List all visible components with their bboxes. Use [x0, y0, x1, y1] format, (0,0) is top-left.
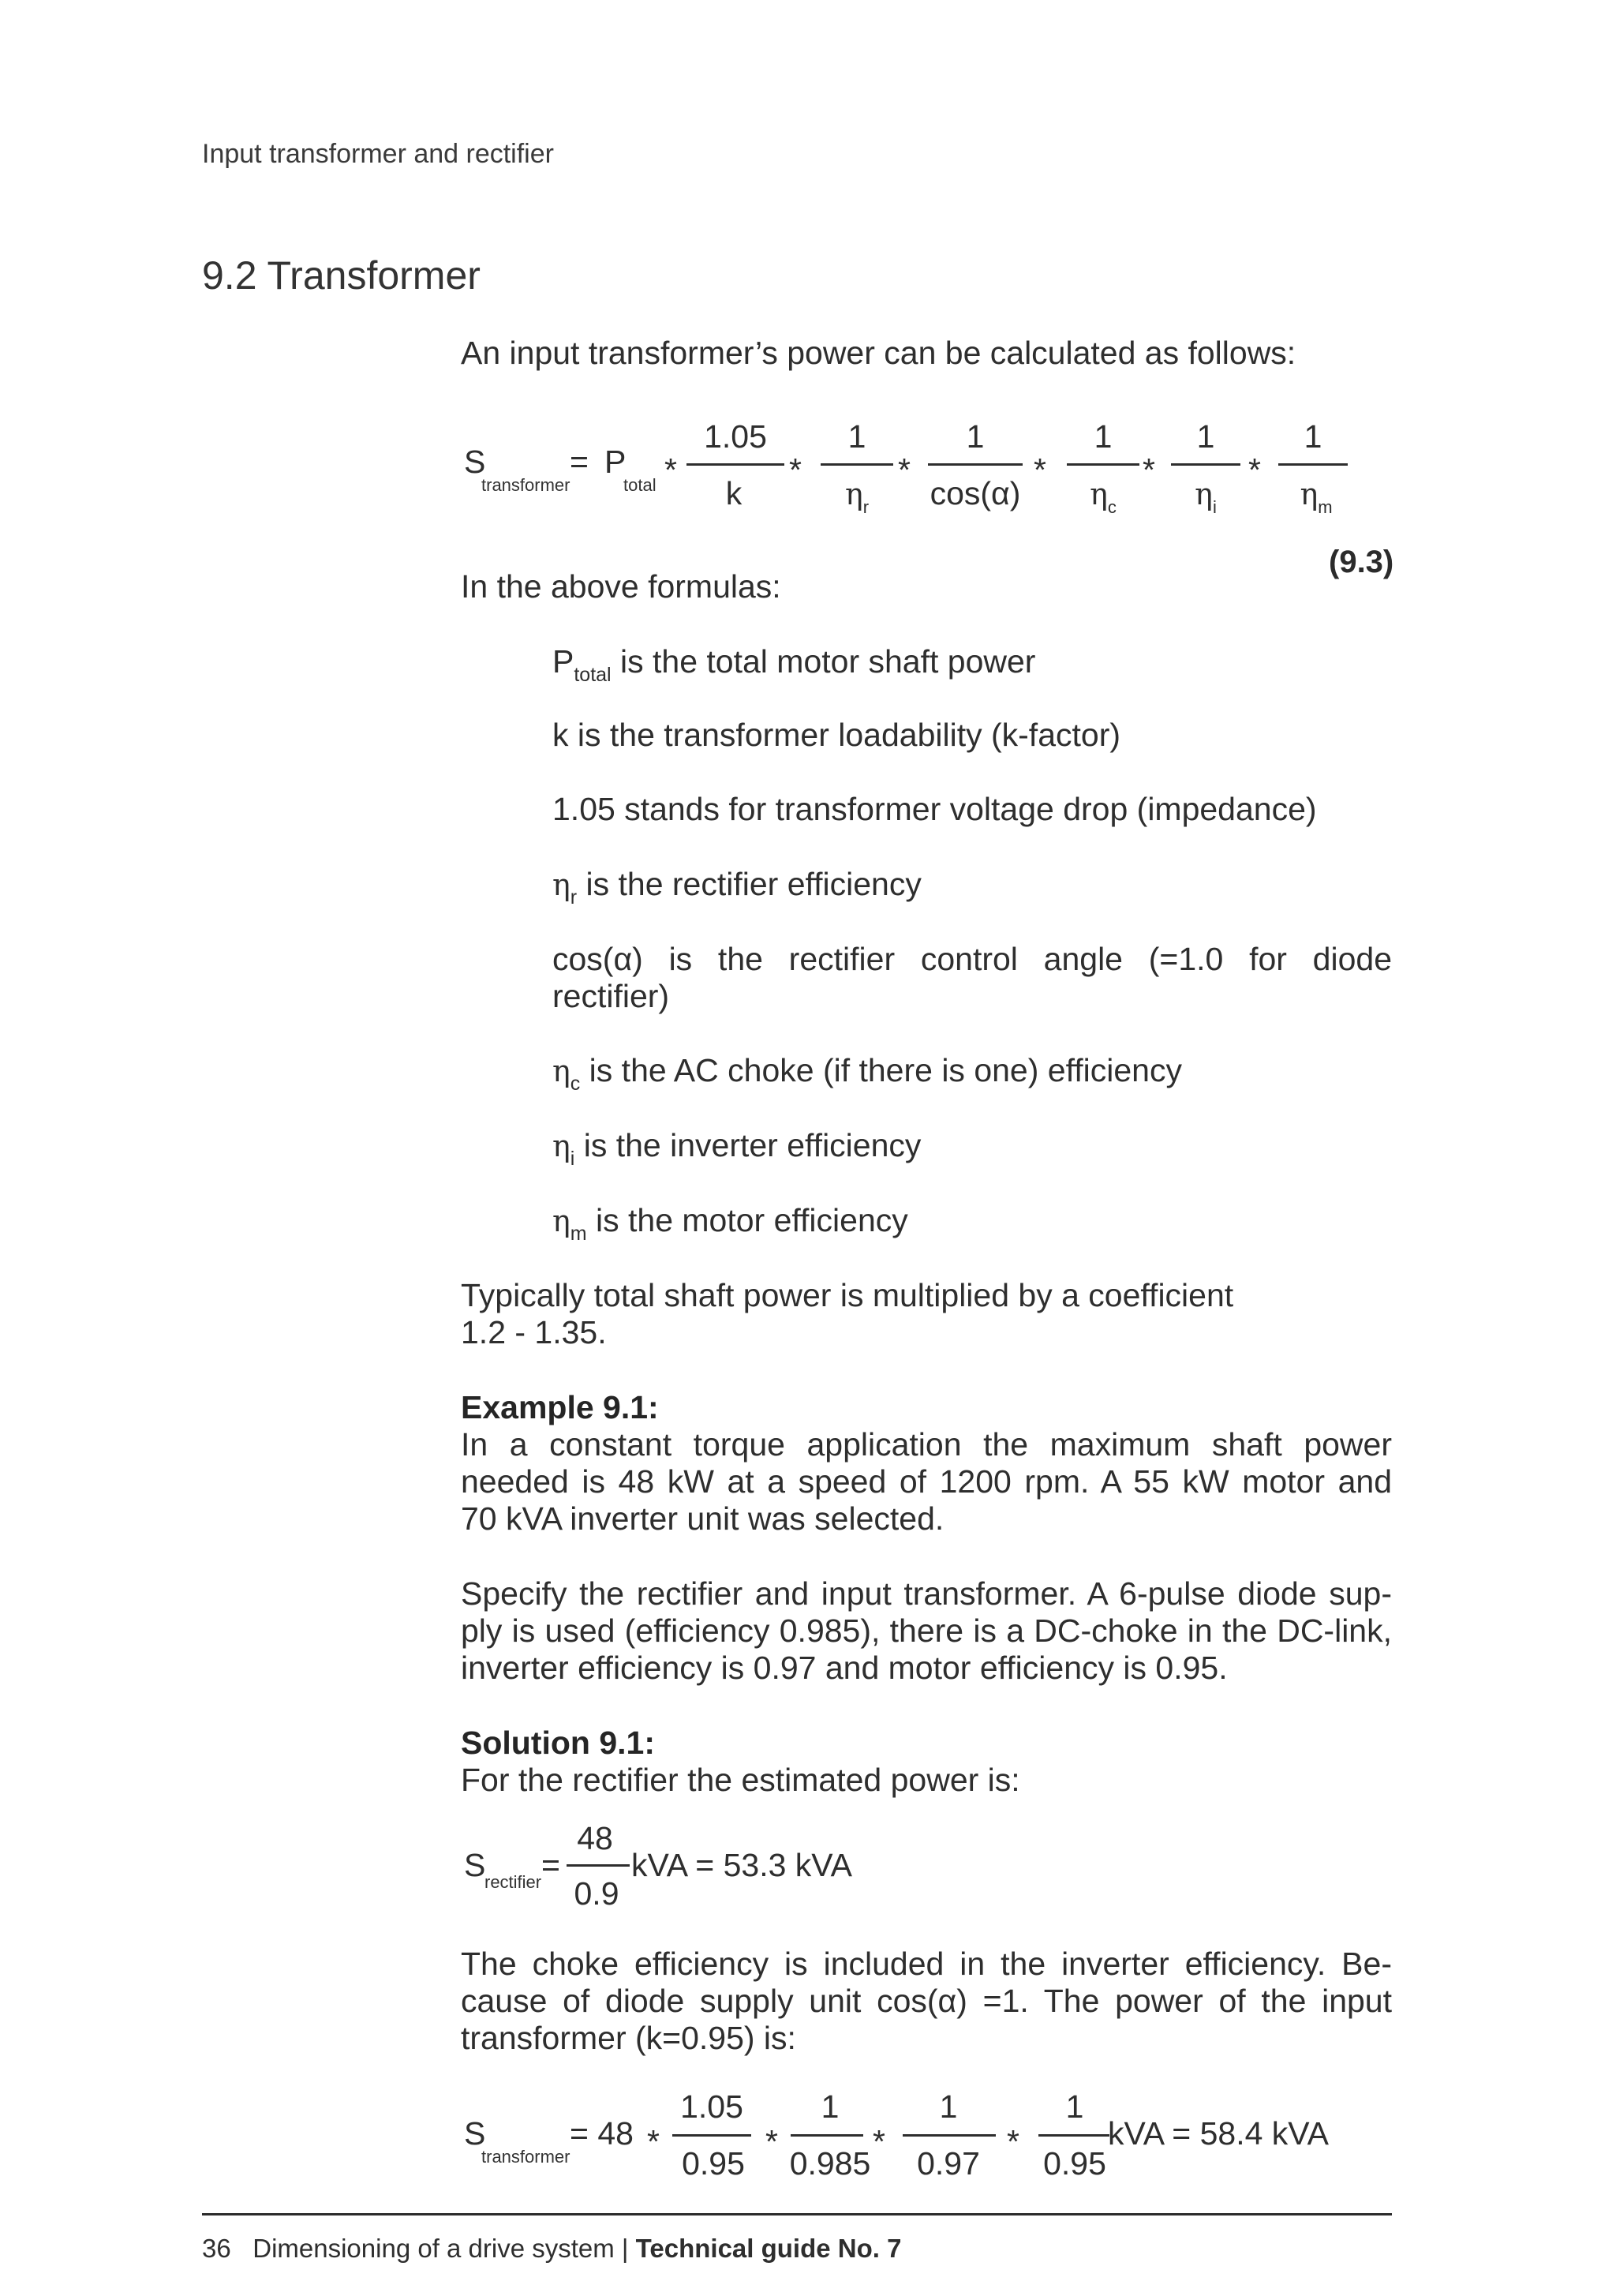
frac3-bar [928, 463, 1023, 466]
op-star: * [647, 2123, 660, 2159]
trans-lhs-sub: transformer [481, 2147, 570, 2167]
footer-rule [202, 2213, 1392, 2215]
frac1-num: 1.05 [704, 418, 767, 455]
frac4-bar [1067, 463, 1139, 466]
tfrac1-den: 0.95 [682, 2145, 745, 2182]
running-header: Input transformer and rectifier [202, 139, 554, 169]
op-star: * [873, 2123, 885, 2159]
formula-lhs-sub: transformer [481, 475, 570, 495]
frac6-bar [1278, 463, 1348, 466]
example-p1-line2: needed is 48 kW at a speed of 1200 rpm. A 55 kW motor and [461, 1463, 1392, 1500]
trans-lhs: S [464, 2115, 486, 2152]
op-star: * [765, 2123, 778, 2159]
footer-guide: Technical guide No. 7 [635, 2234, 902, 2263]
frac2-num: 1 [847, 418, 866, 455]
rect-den: 0.9 [574, 1875, 619, 1912]
op-star: * [664, 451, 677, 488]
frac2-bar [821, 463, 893, 466]
typical-line1: Typically total shaft power is multiplied by a coefficient [461, 1277, 1234, 1313]
page-number: 36 [202, 2234, 231, 2263]
frac1-den: k [725, 475, 743, 511]
rect-lhs-sub: rectifier [484, 1872, 542, 1892]
footer-section: Dimensioning of a drive system | [252, 2234, 636, 2263]
frac4-den: $\eta_c$ [1090, 477, 1117, 517]
op-star: * [789, 451, 802, 488]
solution-p3-line2: cause of diode supply unit cos(α) =1. The power of the input [461, 1983, 1392, 2019]
frac3-den: cos(α) [930, 475, 1021, 511]
equation-number: (9.3) [1329, 545, 1394, 579]
frac4-num: 1 [1094, 418, 1113, 455]
frac3-num: 1 [966, 418, 985, 455]
frac5-num: 1 [1196, 418, 1215, 455]
trans-result: kVA = 58.4 kVA [1108, 2115, 1329, 2152]
solution-title: Solution 9.1: [461, 1725, 655, 1761]
tfrac3-den: 0.97 [917, 2145, 980, 2182]
example-p2-line1: Specify the rectifier and input transformer. A 6-pulse diode sup- [461, 1575, 1392, 1612]
rect-bar [567, 1864, 630, 1867]
formula-p: P [604, 444, 627, 480]
tfrac3-bar [903, 2134, 996, 2137]
example-p2-line2: ply is used (efficiency 0.985), there is a DC-choke in the DC-link, [461, 1612, 1392, 1649]
formula-p-sub: total [623, 475, 656, 495]
def-eta-i: $\eta_i$ is the inverter efficiency [552, 1127, 922, 1170]
tfrac1-bar [672, 2134, 751, 2137]
tfrac2-num: 1 [821, 2088, 840, 2125]
formula-lhs: S [464, 444, 486, 480]
trans-eq-val: = 48 [570, 2115, 634, 2152]
rect-num: 48 [577, 1820, 613, 1856]
frac5-den: $\eta_i$ [1195, 477, 1217, 517]
op-star: * [1143, 451, 1155, 488]
example-p1-line1: In a constant torque application the maximum shaft power [461, 1426, 1392, 1463]
rect-lhs: S [464, 1847, 486, 1883]
tfrac1-num: 1.05 [680, 2088, 743, 2125]
typical-line2: 1.2 - 1.35. [461, 1314, 607, 1350]
def-eta-c: $\eta_c$ is the AC choke (if there is one) efficiency [552, 1052, 1182, 1095]
op-star: * [1248, 451, 1261, 488]
def-eta-m: $\eta_m$ is the motor efficiency [552, 1202, 908, 1245]
frac6-den: $\eta_m$ [1300, 477, 1333, 517]
tfrac4-den: 0.95 [1043, 2145, 1106, 2182]
def-k: k is the transformer loadability (k-factor) [552, 717, 1121, 753]
op-star: * [898, 451, 911, 488]
frac1-bar [686, 463, 784, 466]
op-star: * [1034, 451, 1046, 488]
rect-eq: = [541, 1847, 560, 1883]
tfrac3-num: 1 [939, 2088, 958, 2125]
intro-text: An input transformer’s power can be calculated as follows: [461, 335, 1296, 371]
tfrac4-bar [1038, 2134, 1109, 2137]
example-title: Example 9.1: [461, 1389, 659, 1425]
op-star: * [1007, 2123, 1019, 2159]
example-p2-line3: inverter efficiency is 0.97 and motor efficiency is 0.95. [461, 1650, 1228, 1686]
solution-p3-line3: transformer (k=0.95) is: [461, 2020, 796, 2056]
solution-p3-line1: The choke efficiency is included in the inverter efficiency. Be- [461, 1946, 1392, 1982]
frac5-bar [1171, 463, 1240, 466]
example-p1-line3: 70 kVA inverter unit was selected. [461, 1500, 945, 1537]
formula-eq: = [570, 444, 589, 480]
tfrac2-bar [791, 2134, 863, 2137]
rect-result: kVA = 53.3 kVA [631, 1847, 852, 1883]
frac2-den: $\eta_r$ [844, 477, 870, 517]
in-above-text: In the above formulas: [461, 568, 781, 605]
tfrac4-num: 1 [1065, 2088, 1084, 2125]
def-eta-r: $\eta_r$ is the rectifier efficiency [552, 866, 922, 908]
footer [202, 2234, 901, 2264]
def-105: 1.05 stands for transformer voltage drop (impedance) [552, 791, 1317, 827]
def-cos-line2: rectifier) [552, 978, 670, 1014]
section-title: 9.2 Transformer [202, 253, 481, 298]
solution-line: For the rectifier the estimated power is: [461, 1762, 1020, 1798]
def-ptotal: $P_{total}$ is the total motor shaft power [552, 643, 1036, 686]
frac6-num: 1 [1304, 418, 1322, 455]
tfrac2-den: 0.985 [789, 2145, 871, 2182]
def-cos-line1: cos(α) is the rectifier control angle (=1.0 for diode [552, 941, 1392, 977]
